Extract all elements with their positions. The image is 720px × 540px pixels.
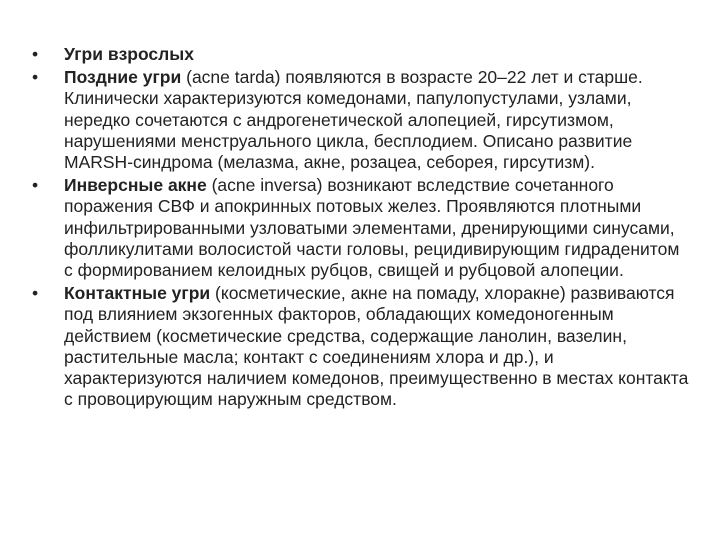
item-term: Поздние угри — [64, 67, 182, 88]
list-item-acne-inversa — [32, 175, 692, 281]
item-term: Инверсные акне — [64, 175, 207, 196]
bullet-icon: • — [32, 44, 39, 64]
list-item-contact-acne — [32, 283, 692, 410]
bullet-icon: • — [32, 175, 39, 196]
item-text: (acne tarda) появляются в возрасте 20–22 лет и старше. Клинически характеризуются комедонами, папулопустулами, узлами, нередко сочетаются с андрогенетической алопецией, гирсутизмом, нарушениями менструального цикла, бесплодием. Описано развитие MARSH-синдрома (мелазма, акне, розацеа, себорея, гирсутизм). — [64, 67, 643, 173]
list-item-adult-acne — [32, 44, 692, 65]
list-item-acne-tarda — [32, 67, 692, 173]
bullet-icon: • — [32, 67, 39, 88]
item-text: (acne inversa) возникают вследствие сочетанного поражения СВФ и апокринных потовых желез. Проявляются плотными инфильтрированными узловатыми элементами, дренирующими синусами, фолликулитами волосистой части головы, рецидивирующим гидраденитом с формированием келоидных рубцов, свищей и рубцовой алопеции. — [64, 175, 680, 281]
item-term: Контактные угри — [64, 283, 211, 304]
item-term: Угри взрослых — [64, 44, 194, 64]
bullet-icon: • — [32, 283, 39, 304]
slide-content — [32, 44, 692, 412]
item-text: (косметические, акне на помаду, хлоракне) развиваются под влиянием экзогенных факторов, обладающих комедоногенным действием (косметические средства, содержащие ланолин, вазелин, растительные масла; контакт с соединениям хлора и др.), и характеризуются наличием комедонов, преимущественно в местах контакта с провоцирующим наружным средством. — [64, 283, 689, 410]
bullet-list — [32, 44, 692, 410]
